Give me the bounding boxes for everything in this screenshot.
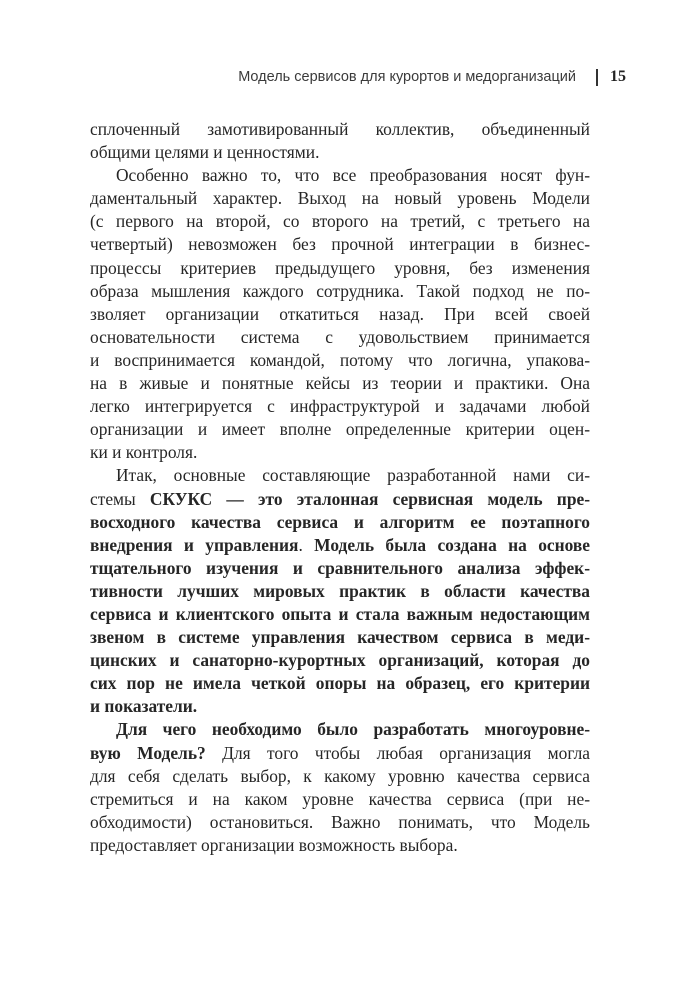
text-line <box>90 742 590 765</box>
bold-text-line: сих пор не имела четкой опоры на образец, его критерии <box>90 673 590 694</box>
text-line: и воспринимается командой, потому что логична, упакова- <box>90 349 590 370</box>
text-line: на в живые и понятные кейсы из теории и практики. Она <box>90 373 590 394</box>
text-line: предоставляет организации возможность выбора. <box>90 834 458 855</box>
text-line: ки и контроля. <box>90 442 198 463</box>
bold-text-line: Для чего необходимо было разработать многоуровне- <box>116 719 590 740</box>
text-line: (с первого на второй, со второго на третий, с третьего на <box>90 211 590 232</box>
text-line: для себя сделать выбор, к какому уровню качества сервиса <box>90 765 590 786</box>
text-line: основательности система с удовольствием принимается <box>90 326 590 347</box>
text-line <box>90 534 590 557</box>
bold-text-segment: СКУКС — это эталонная сервисная модель пре- <box>149 488 591 509</box>
text-line: сплоченный замотивированный коллектив, объединенный <box>90 119 590 139</box>
text-line: зволяет организации откатиться назад. При всей своей <box>90 303 590 324</box>
bold-text-segment: внедрения и управления <box>90 534 299 555</box>
bold-text-line: звеном в системе управления качеством сервиса в меди- <box>90 627 590 648</box>
bold-text-line: тивности лучших мировых практик в области качества <box>90 580 590 601</box>
bold-text-line: и показатели. <box>90 696 198 717</box>
body-text <box>90 118 590 857</box>
bold-text-line: сервиса и клиентского опыта и стала важным недостающим <box>90 603 590 624</box>
text-line: общими целями и ценностями. <box>90 142 320 163</box>
text-line: легко интегрируется с инфраструктурой и задачами любой <box>90 396 590 417</box>
running-title: Модель сервисов для курортов и медорганизаций <box>238 69 576 85</box>
header-separator <box>596 69 598 86</box>
text-line: образа мышления каждого сотрудника. Такой подход не по- <box>90 280 590 301</box>
bold-text-segment: Модель была создана на основе <box>314 534 590 555</box>
text-line: стремиться и на каком уровне качества сервиса (при не- <box>90 788 590 809</box>
text-segment: стемы <box>90 488 150 509</box>
text-line: процессы критериев предыдущего уровня, без изменения <box>90 257 590 278</box>
text-line: даментальный характер. Выход на новый уровень Модели <box>90 188 590 209</box>
text-segment: Для того чтобы любая организация могла <box>205 742 590 763</box>
text-line <box>90 488 590 511</box>
bold-text-line: восходного качества сервиса и алгоритм ее поэтапного <box>90 511 590 532</box>
running-header <box>0 67 626 87</box>
text-line: организации и имеет вполне определенные критерии оцен- <box>90 419 590 440</box>
page-number: 15 <box>610 68 626 85</box>
text-line: обходимости) остановиться. Важно понимать, что Модель <box>90 811 590 832</box>
bold-text-line: цинских и санаторно-курортных организаций, которая до <box>90 650 590 671</box>
bold-text-segment: вую Модель? <box>90 742 206 763</box>
text-segment: . <box>298 534 315 555</box>
text-line: Особенно важно то, что все преобразования носят фун- <box>116 165 590 186</box>
bold-text-line: тщательного изучения и сравнительного анализа эффек- <box>90 557 590 578</box>
text-line: Итак, основные составляющие разработанной нами си- <box>116 465 590 486</box>
text-line: четвертый) невозможен без прочной интеграции в бизнес- <box>90 234 590 255</box>
